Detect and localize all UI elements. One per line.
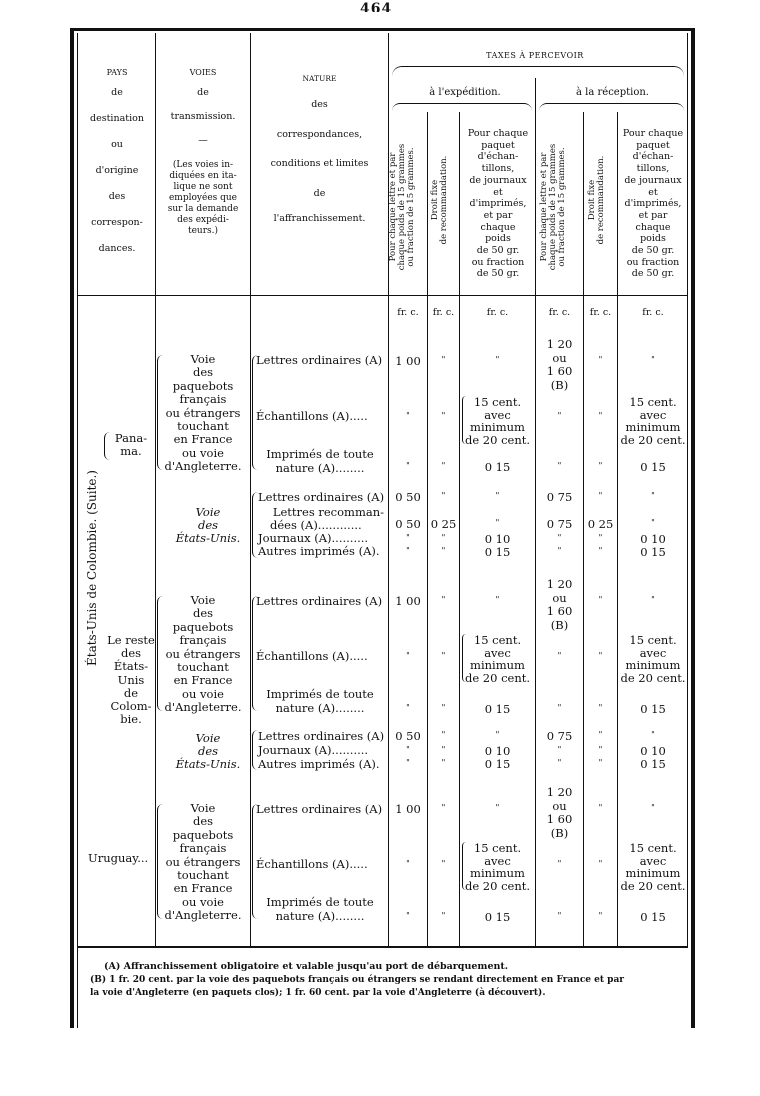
val-eu2-a-rec: " <box>557 758 562 767</box>
val-e2-droit-rec: " <box>598 651 603 660</box>
val-eu2-j-rec: " <box>557 745 562 754</box>
val-p1-lettre-rec: 1 20 ou 1 60 (B) <box>546 337 573 392</box>
val-i3-lettre-exp: " <box>406 911 410 920</box>
val-eu2-j-droit: " <box>441 745 446 754</box>
val-p3-paquet-rec: " <box>651 803 655 812</box>
val-eu1-r-rec: 0 75 <box>546 517 573 531</box>
val-eu2-a-paquet: 0 15 <box>484 757 511 771</box>
val-p3-droit-exp: " <box>441 803 446 812</box>
voie-etats-unis-1: Voie des États-Unis. <box>175 505 241 545</box>
val-e1-paquet-exp-brace <box>462 396 466 444</box>
val-p1-paquet-rec: " <box>651 355 655 364</box>
val-eu2-l-droit: " <box>441 730 446 739</box>
val-p1-lettre-exp: 1 00 <box>395 354 421 368</box>
unit-1: fr. c. <box>397 307 419 318</box>
val-e3-droit-exp: " <box>441 859 446 868</box>
table-border-top <box>70 28 695 31</box>
val-p3-paquet-exp: " <box>495 803 500 812</box>
table-border-left-inner <box>77 33 78 1028</box>
val-p3-droit-rec: " <box>598 803 603 812</box>
val-eu1-l-droit: " <box>441 491 446 500</box>
header-bottom-rule <box>78 295 688 296</box>
val-eu2-l-paqrec: " <box>651 730 655 739</box>
voie-brace-3 <box>157 596 164 711</box>
val-i1-lettre-rec: " <box>557 461 562 470</box>
val-eu2-l-rec: 0 75 <box>546 729 573 743</box>
val-eu1-l-paquet: " <box>495 491 500 500</box>
footnote-b-line2: la voie d'Angleterre (en paquets clos); 1 fr. 60 cent. par la voie d'Angleterre (à découvert). <box>90 988 546 998</box>
val-i2-droit-rec: " <box>598 703 603 712</box>
val-p2-droit-rec: " <box>598 595 603 604</box>
nature-autres-4: Autres imprimés (A). <box>258 757 380 771</box>
val-i1-lettre-exp: " <box>406 461 410 470</box>
val-eu2-j-droitrec: " <box>598 745 603 754</box>
nature-imprimes-1: Imprimés de toute nature (A)........ <box>266 447 374 475</box>
nature-lettres-5: Lettres ordinaires (A) <box>256 802 383 816</box>
val-p2-paquet-exp: " <box>495 595 500 604</box>
val-e1-droit-rec: " <box>598 411 603 420</box>
val-eu1-j-paqrec: 0 10 <box>640 532 666 546</box>
val-i2-lettre-exp: " <box>406 703 410 712</box>
val-p2-paquet-rec: " <box>651 595 655 604</box>
taxes-heading: TAXES À PERCEVOIR <box>486 51 584 60</box>
val-eu2-a-droit: " <box>441 758 446 767</box>
val-eu1-r-droitrec: 0 25 <box>587 517 614 531</box>
expedition-bracket <box>392 103 532 113</box>
page-number: 464 <box>360 2 393 12</box>
val-eu1-r-exp: 0 50 <box>395 517 421 531</box>
val-eu2-j-paquet: 0 10 <box>484 744 511 758</box>
voie-etats-unis-2: Voie des États-Unis. <box>175 731 241 771</box>
val-eu1-r-paquet: " <box>495 518 500 527</box>
footnote-b-line1: (B) 1 fr. 20 cent. par la voie des paquebots français ou étrangers se rendant directement en France et par <box>90 975 625 985</box>
val-p2-lettre-rec: 1 20 ou 1 60 (B) <box>546 577 573 632</box>
val-i2-lettre-rec: " <box>557 703 562 712</box>
country-uruguay: Uruguay... <box>88 851 149 865</box>
voies-header: VOIES de transmission. — (Les voies in- diquées en ita- lique ne sont employées que sur la demande des expédi- teurs.) <box>167 68 239 236</box>
reception-bracket <box>539 103 684 113</box>
val-eu1-a-rec: " <box>557 546 562 555</box>
nature-echantillons-1: Échantillons (A)..... <box>256 409 368 423</box>
nature-journaux-2: Journaux (A).......... <box>258 531 369 545</box>
val-e3-paquet-exp-brace <box>462 842 466 890</box>
val-i3-paquet-exp: 0 15 <box>484 910 511 924</box>
val-e3-paquet-exp: 15 cent. avec minimum de 20 cent. <box>464 841 531 893</box>
unit-2: fr. c. <box>432 307 455 318</box>
voie-paquebots-3: Voie des paquebots français ou étrangers touchant en France ou voie d'Angleterre. <box>164 801 242 923</box>
val-e2-paquet-exp: 15 cent. avec minimum de 20 cent. <box>464 633 531 685</box>
val-e3-lettre-rec: " <box>557 859 562 868</box>
country-panama: Pana- ma. <box>114 431 148 458</box>
val-e2-paquet-rec: 15 cent. avec minimum de 20 cent. <box>620 633 686 685</box>
val-e3-droit-rec: " <box>598 859 603 868</box>
val-e3-paquet-rec: 15 cent. avec minimum de 20 cent. <box>620 841 686 893</box>
col-droit-rec-header: Droit fixe de recommandation. <box>587 155 606 245</box>
val-eu1-l-paqrec: " <box>651 491 655 500</box>
footnote-a: (A) Affranchissement obligatoire et valable jusqu'au port de débarquement. <box>104 961 509 972</box>
unit-3: fr. c. <box>486 307 509 318</box>
val-i1-droit-rec: " <box>598 461 603 470</box>
col-paquet-exp-header: Pour chaque paquet d'échan- tillons, de journaux et d'imprimés, et par chaque poids de 50 gr. ou fraction de 50 gr. <box>467 128 529 280</box>
col-lettre-exp-header: Pour chaque lettre et par chaque poids de 15 grammes ou fraction de 15 grammes. <box>388 143 416 271</box>
nature-lettres-2: Lettres ordinaires (A) <box>258 490 385 504</box>
val-eu1-a-droitrec: " <box>598 546 603 555</box>
val-eu2-a-droitrec: " <box>598 758 603 767</box>
val-i3-droit-exp: " <box>441 911 446 920</box>
val-eu1-l-rec: 0 75 <box>546 490 573 504</box>
nature-echantillons-3: Échantillons (A)..... <box>256 649 368 663</box>
val-e1-paquet-exp: 15 cent. avec minimum de 20 cent. <box>464 395 531 447</box>
val-p3-lettre-exp: 1 00 <box>395 802 421 816</box>
val-eu1-r-droit: 0 25 <box>430 517 457 531</box>
val-eu2-a-exp: " <box>406 758 410 767</box>
nature-header: NATURE des correspondances, conditions et limites de l'affranchissement. <box>270 74 369 224</box>
val-p3-lettre-rec: 1 20 ou 1 60 (B) <box>546 785 573 840</box>
val-p2-droit-exp: " <box>441 595 446 604</box>
val-e1-droit-exp: " <box>441 411 446 420</box>
nature-imprimes-3: Imprimés de toute nature (A)........ <box>266 687 374 715</box>
nature-recom-2: Lettres recomman- dées (A)............ <box>270 505 384 532</box>
val-p1-paquet-exp: " <box>495 355 500 364</box>
nature-journaux-4: Journaux (A).......... <box>258 743 369 757</box>
country-reste: Le reste des États- Unis de Colom- bie. <box>107 633 155 727</box>
nature-autres-2: Autres imprimés (A). <box>258 544 380 558</box>
val-eu1-a-droit: " <box>441 546 446 555</box>
voie-paquebots-2: Voie des paquebots français ou étrangers touchant en France ou voie d'Angleterre. <box>164 593 242 715</box>
val-eu2-j-paqrec: 0 10 <box>640 744 666 758</box>
val-p2-lettre-exp: 1 00 <box>395 594 421 608</box>
val-i2-droit-exp: " <box>441 703 446 712</box>
val-i1-paquet-exp: 0 15 <box>484 460 511 474</box>
val-i2-paquet-exp: 0 15 <box>484 702 511 716</box>
unit-4: fr. c. <box>548 307 571 318</box>
voie-brace-1 <box>157 355 164 470</box>
val-p1-droit-rec: " <box>598 355 603 364</box>
side-country-label: États-Unis de Colombie. (Suite.) <box>85 470 99 667</box>
val-e2-lettre-rec: " <box>557 651 562 660</box>
val-eu1-a-paquet: 0 15 <box>484 545 511 559</box>
val-e1-paquet-rec: 15 cent. avec minimum de 20 cent. <box>620 395 686 447</box>
val-i3-paquet-rec: 0 15 <box>640 910 666 924</box>
val-e2-droit-exp: " <box>441 651 446 660</box>
val-e1-lettre-rec: " <box>557 411 562 420</box>
val-i2-paquet-rec: 0 15 <box>640 702 666 716</box>
reception-heading: à la réception. <box>576 87 649 98</box>
val-eu1-j-droit: " <box>441 533 446 542</box>
val-eu2-l-exp: 0 50 <box>395 729 421 743</box>
val-eu2-a-paqrec: 0 15 <box>640 757 666 771</box>
val-eu2-j-exp: " <box>406 745 410 754</box>
nature-lettres-3: Lettres ordinaires (A) <box>256 594 383 608</box>
val-eu2-l-paquet: " <box>495 730 500 739</box>
val-eu1-j-rec: " <box>557 533 562 542</box>
col-droit-exp-header: Droit fixe de recommandation. <box>430 155 449 245</box>
val-e2-lettre-exp: " <box>406 651 410 660</box>
val-eu1-j-paquet: 0 10 <box>484 532 511 546</box>
val-p1-droit-exp: " <box>441 355 446 364</box>
unit-5: fr. c. <box>589 307 612 318</box>
voie-brace-5 <box>157 804 164 919</box>
nature-lettres-4: Lettres ordinaires (A) <box>258 729 385 743</box>
taxes-bracket <box>392 66 684 77</box>
table-bottom-rule <box>78 946 688 948</box>
val-eu1-j-exp: " <box>406 533 410 542</box>
val-eu1-r-paqrec: " <box>651 518 655 527</box>
val-e2-paquet-exp-brace <box>462 634 466 682</box>
nature-lettres-1: Lettres ordinaires (A) <box>256 353 383 367</box>
col-paquet-rec-header: Pour chaque paquet d'échan- tillons, de journaux et d'imprimés, et par chaque poids de 50 gr. ou fraction de 50 gr. <box>622 128 684 280</box>
val-eu1-a-paqrec: 0 15 <box>640 545 666 559</box>
nature-echantillons-5: Échantillons (A)..... <box>256 857 368 871</box>
col-lettre-rec-header: Pour chaque lettre et par chaque poids de 15 grammes ou fraction de 15 grammes. <box>539 143 567 271</box>
val-i1-droit-exp: " <box>441 461 446 470</box>
voie-paquebots-1: Voie des paquebots français ou étrangers touchant en France ou voie d'Angleterre. <box>164 352 242 474</box>
expedition-heading: à l'expédition. <box>429 87 501 98</box>
val-i3-droit-rec: " <box>598 911 603 920</box>
val-eu2-l-droitrec: " <box>598 730 603 739</box>
val-i3-lettre-rec: " <box>557 911 562 920</box>
val-eu1-a-exp: " <box>406 546 410 555</box>
pays-header: PAYS de destination ou d'origine des correspon- dances. <box>90 68 144 254</box>
nature-imprimes-5: Imprimés de toute nature (A)........ <box>266 895 374 923</box>
table-border-right <box>691 28 695 1028</box>
val-eu1-l-exp: 0 50 <box>395 490 421 504</box>
val-i1-paquet-rec: 0 15 <box>640 460 666 474</box>
unit-6: fr. c. <box>642 307 664 318</box>
val-e3-lettre-exp: " <box>406 859 410 868</box>
val-eu1-l-droitrec: " <box>598 491 603 500</box>
val-e1-lettre-exp: " <box>406 411 410 420</box>
table-border-left <box>70 28 74 1028</box>
val-eu1-j-droitrec: " <box>598 533 603 542</box>
